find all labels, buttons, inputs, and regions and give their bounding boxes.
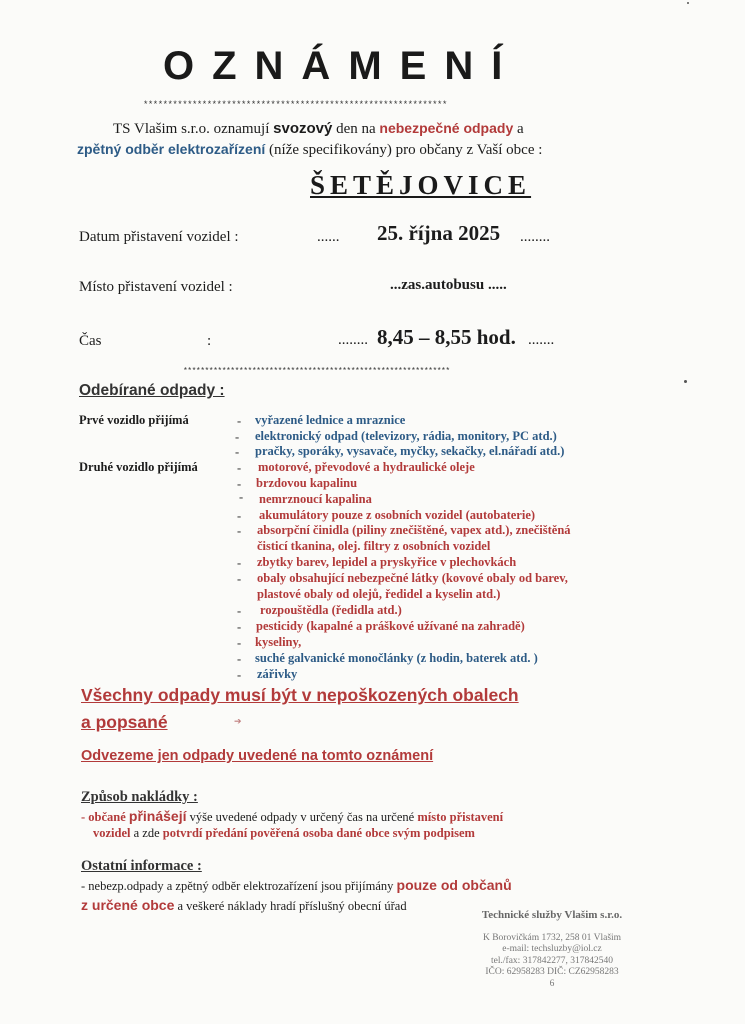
list-bullet: - xyxy=(235,445,240,459)
date-label: Datum přistavení vozidel : xyxy=(79,229,239,245)
date-dots: ...... xyxy=(317,229,340,245)
page-title: OZNÁMENÍ xyxy=(163,44,521,88)
list-item: plastové obaly od olejů, ředidel a kyselin atd.) xyxy=(257,587,501,601)
list-bullet: - xyxy=(237,477,242,491)
stamp-details: K Borovičkám 1732, 258 01 Vlašim e-mail: techsluzby@iol.cz tel./fax: 317842277, 317842540 IČO: 62958283 DIČ: CZ62958283 6 xyxy=(482,932,622,989)
list-bullet: - xyxy=(237,509,242,523)
scan-speck xyxy=(687,2,689,4)
place-value: ...zas.autobusu ..... xyxy=(390,277,507,293)
list-item: pračky, sporáky, vysavače, myčky, sekačky, el.nářadí atd.) xyxy=(255,444,565,458)
town-name: ŠETĚJOVICE xyxy=(310,170,532,200)
list-bullet: - xyxy=(237,668,242,682)
vehicle-2-label: Druhé vozidlo přijímá xyxy=(79,460,198,474)
time-label: Čas xyxy=(79,333,102,349)
time-value: 8,45 – 8,55 hod. xyxy=(377,325,516,349)
date-value: 25. října 2025 xyxy=(377,221,501,245)
waste-heading: Odebírané odpady : xyxy=(79,382,225,399)
other-line-2: z určené obce a veškeré náklady hradí příslušný obecní úřad xyxy=(81,897,407,913)
list-bullet: - xyxy=(237,414,242,428)
warning-line-2: a popsané xyxy=(81,712,168,732)
list-item: absorpční činidla (piliny znečištěné, vapex atd.), znečištěná xyxy=(257,523,571,537)
date-trail-dots: ........ xyxy=(520,229,550,245)
list-item: brzdovou kapalinu xyxy=(256,476,358,490)
stamp-company: Technické služby Vlašim s.r.o. xyxy=(481,908,623,921)
arrow-icon: ➔ xyxy=(234,716,242,726)
loading-line-2: vozidel a zde potvrdí předání pověřená osoba dané obce svým podpisem xyxy=(93,826,475,840)
list-item: kyseliny, xyxy=(255,635,302,649)
list-item: obaly obsahující nebezpečné látky (kovové obaly od barev, xyxy=(257,571,568,585)
list-item: suché galvanické monočlánky (z hodin, baterek atd. ) xyxy=(255,651,538,665)
list-item: motorové, převodové a hydraulické oleje xyxy=(258,460,475,474)
list-item: akumulátory pouze z osobních vozidel (autobaterie) xyxy=(259,508,536,522)
company-stamp xyxy=(462,898,642,1002)
list-item: elektronický odpad (televizory, rádia, monitory, PC atd.) xyxy=(255,429,557,443)
list-item: nemrznoucí kapalina xyxy=(259,492,372,506)
time-dots: ........ xyxy=(338,332,368,348)
list-bullet: - xyxy=(237,461,242,475)
vehicle-1-label: Prvé vozidlo přijímá xyxy=(79,413,189,427)
list-item: pesticidy (kapalné a práškové užívané na zahradě) xyxy=(256,619,525,633)
list-item: rozpouštědla (ředidla atd.) xyxy=(260,603,402,617)
place-label: Místo přistavení vozidel : xyxy=(79,279,233,295)
list-bullet: - xyxy=(239,490,244,504)
stars-divider-top: ************************************************************** xyxy=(143,100,447,110)
loading-line-1: - občané přinášejí výše uvedené odpady v určený čas na určené místo přistavení xyxy=(81,808,504,824)
list-bullet: - xyxy=(237,604,242,618)
scan-speck xyxy=(684,380,687,383)
list-bullet: - xyxy=(237,620,242,634)
other-line-1: - nebezp.odpady a zpětný odběr elektrozařízení jsou přijímány pouze od občanů xyxy=(81,877,512,893)
loading-heading: Způsob nakládky : xyxy=(81,789,198,805)
other-heading: Ostatní informace : xyxy=(81,858,202,874)
list-item: čisticí tkanina, olej. filtry z osobních vozidel xyxy=(257,539,491,553)
list-item: zářivky xyxy=(257,667,298,681)
list-bullet: - xyxy=(237,572,242,586)
list-item: zbytky barev, lepidel a pryskyřice v plechovkách xyxy=(257,555,517,569)
list-item: vyřazené lednice a mraznice xyxy=(255,413,406,427)
time-colon: : xyxy=(207,333,212,349)
list-bullet: - xyxy=(237,556,242,570)
time-trail-dots: ....... xyxy=(528,332,555,348)
stars-divider-mid: ************************************************************** xyxy=(183,367,450,376)
warning-line-1: Všechny odpady musí být v nepoškozených obalech xyxy=(81,685,519,705)
intro-line-2: zpětný odběr elektrozařízení (níže specifikovány) pro občany z Vaší obce : xyxy=(77,141,543,158)
list-bullet: - xyxy=(237,636,242,650)
list-bullet: - xyxy=(235,430,240,444)
list-bullet: - xyxy=(237,524,242,538)
warning-line-3: Odvezeme jen odpady uvedené na tomto oznámení xyxy=(81,748,434,764)
intro-line-1: TS Vlašim s.r.o. oznamují svozový den na nebezpečné odpady a xyxy=(113,120,524,137)
list-bullet: - xyxy=(237,652,242,666)
